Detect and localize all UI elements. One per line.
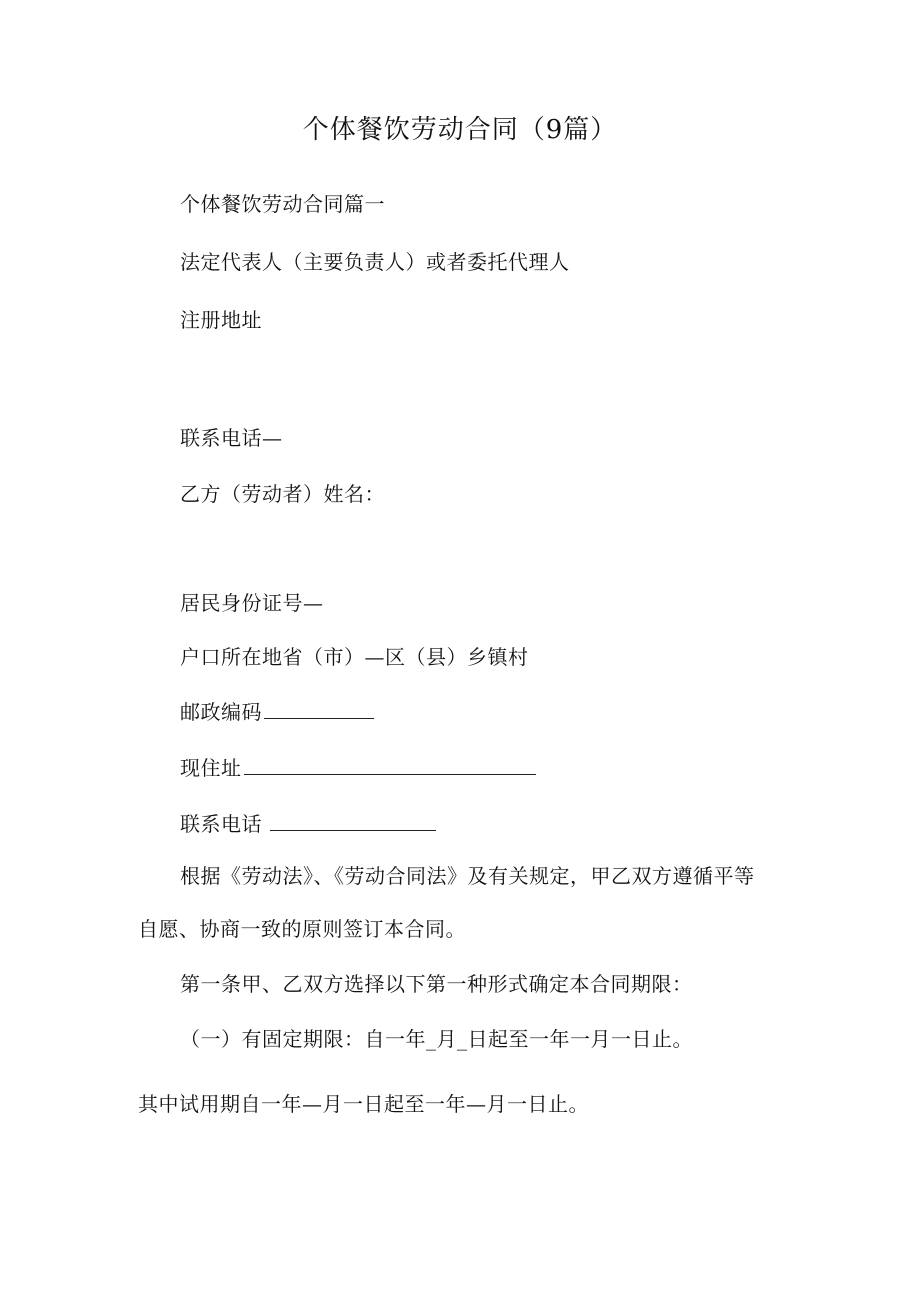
current-address-row xyxy=(180,754,536,782)
section-heading: 个体餐饮劳动合同篇一 xyxy=(180,192,385,216)
document-title: 个体餐饮劳动合同（9篇） xyxy=(302,115,618,145)
article-1: 第一条甲、乙双方选择以下第一种形式确定本合同期限： xyxy=(180,972,693,996)
hukou-field: 户口所在地省（市）—区（县）乡镇村 xyxy=(180,645,529,669)
paragraph-1-line-2: 自愿、协商一致的原则签订本合同。 xyxy=(138,917,466,941)
phone-blank-b xyxy=(270,812,436,831)
current-address-label: 现住址 xyxy=(180,756,242,780)
id-number-field: 居民身份证号— xyxy=(180,591,324,615)
postal-code-blank xyxy=(264,700,374,719)
current-address-blank xyxy=(244,756,536,775)
party-b-name-field: 乙方（劳动者）姓名： xyxy=(180,482,385,506)
paragraph-1-line-1: 根据《劳动法》、《劳动合同法》及有关规定，甲乙双方遵循平等 xyxy=(180,864,755,888)
fixed-term-clause: （一）有固定期限：自一年_月_日起至一年一月一日止。 xyxy=(180,1027,693,1051)
phone-row-b xyxy=(180,810,436,838)
postal-code-label: 邮政编码 xyxy=(180,700,262,724)
phone-label-b: 联系电话 xyxy=(180,812,262,836)
postal-code-row xyxy=(180,698,374,726)
probation-clause: 其中试用期自一年—月一日起至一年—月一日止。 xyxy=(138,1092,589,1116)
phone-field-a: 联系电话— xyxy=(180,426,283,450)
registered-address-field: 注册地址 xyxy=(180,308,262,332)
legal-representative-field: 法定代表人（主要负责人）或者委托代理人 xyxy=(180,250,570,274)
